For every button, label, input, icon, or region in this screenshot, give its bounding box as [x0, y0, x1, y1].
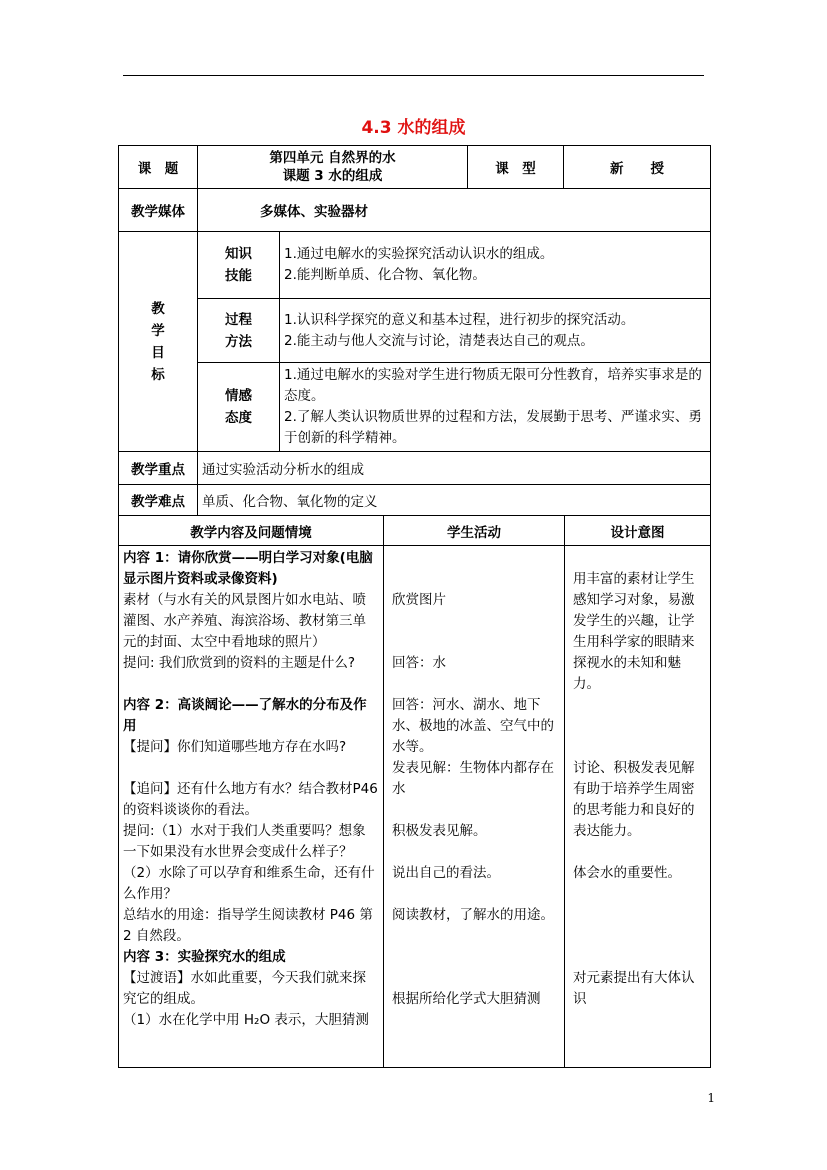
activity-line-1: 欣赏图片	[392, 592, 446, 608]
content-line-14: （1）水在化学中用 H₂O 表示，大胆猜测	[123, 1012, 369, 1028]
goal-attitude-item-1: 1.通过电解水的实验对学生进行物质无限可分性教育，培养实事求是的态度。	[284, 367, 702, 404]
content-line-3: 提问: 我们欣赏到的资料的主题是什么?	[123, 655, 356, 671]
media-label: 教学媒体	[119, 189, 198, 232]
goal-attitude-item-2: 2.了解人类认识物质世界的过程和方法，发展勤于思考、严谨求实、勇于创新的科学精神。	[284, 409, 702, 446]
goals-char-1: 教	[151, 300, 165, 317]
design-line-4: 对元素提出有大体认识	[573, 970, 695, 1007]
goal-knowledge-item-1: 1.通过电解水的实验探究活动认识水的组成。	[284, 246, 554, 262]
activity-line-3: 回答：河水、湖水、地下水、极地的冰盖、空气中的水等。	[392, 697, 554, 755]
content-line-6: 【提问】你们知道哪些地方存在水吗?	[123, 739, 347, 755]
goals-label	[119, 232, 198, 452]
goal-knowledge-label-2: 技能	[225, 268, 252, 284]
activity-line-5: 积极发表见解。	[392, 823, 487, 839]
design-line-1: 用丰富的素材让学生感知学习对象，易激发学生的兴趣，让学生用科学家的眼睛来探视水的未知和魅力。	[573, 571, 695, 692]
content-line-9: 提问:（1）水对于我们人类重要吗？想象一下如果没有水世界会变成什么样子？	[123, 823, 366, 860]
content-line-5: 内容 2：高谈阔论——了解水的分布及作用	[123, 697, 367, 734]
content-line-4	[123, 674, 379, 695]
lesson-info-table	[118, 145, 711, 516]
goals-char-4: 标	[151, 366, 165, 383]
lesson-name	[198, 146, 468, 189]
column-design: 设计意图	[565, 516, 711, 546]
column-content: 教学内容及问题情境	[119, 516, 384, 546]
difficulty-label: 教学难点	[119, 485, 198, 516]
content-line-11: 总结水的用途：指导学生阅读教材 P46 第 2 自然段。	[123, 907, 373, 944]
content-line-10: （2）水除了可以孕育和维系生命，还有什么作用？	[123, 865, 375, 902]
content-line-8: 【追问】还有什么地方有水？结合教材P46 的资料谈谈你的看法。	[123, 781, 378, 818]
type-label: 课 型	[468, 146, 564, 189]
goal-knowledge-label-1: 知识	[225, 246, 252, 262]
activity-line-4: 发表见解：生物体内都存在水	[392, 760, 554, 797]
content-line-12: 内容 3：实验探究水的组成	[123, 949, 286, 965]
page-title: 4.3 水的组成	[361, 118, 466, 138]
content-cell	[119, 546, 384, 1068]
goal-process-item-1: 1.认识科学探究的意义和基本过程，进行初步的探究活动。	[284, 311, 635, 328]
content-line-2: 素材（与水有关的风景图片如水电站、喷灌图、水产养殖、海滨浴场、教材第三单元的封面、太空中看地球的照片）	[123, 592, 366, 650]
goal-attitude-label-1: 情感	[225, 388, 252, 404]
activity-line-8: 根据所给化学式大胆猜测	[392, 991, 541, 1007]
design-line-3: 体会水的重要性。	[573, 865, 681, 881]
goal-knowledge-label	[198, 232, 280, 299]
activity-line-7: 阅读教材，了解水的用途。	[392, 907, 554, 923]
goal-process-items	[280, 299, 711, 363]
column-activity: 学生活动	[384, 516, 565, 546]
goal-attitude-label-2: 态度	[225, 410, 252, 426]
content-line-7	[123, 758, 379, 779]
teaching-process-table	[118, 515, 711, 1068]
page-number: 1	[707, 1091, 715, 1105]
media-value: 多媒体、实验器材	[198, 189, 711, 232]
goals-char-3: 目	[151, 344, 165, 361]
activity-line-2: 回答：水	[392, 655, 446, 671]
goal-process-label-2: 方法	[225, 333, 252, 350]
activity-cell	[384, 546, 565, 1068]
goal-attitude-items	[280, 363, 711, 452]
header-rule	[123, 75, 704, 76]
goal-process-label	[198, 299, 280, 363]
lesson-label: 课 题	[119, 146, 198, 189]
goal-process-label-1: 过程	[225, 311, 252, 328]
type-value: 新 授	[564, 146, 711, 189]
goal-knowledge-item-2: 2.能判断单质、化合物、氧化物。	[284, 267, 486, 283]
goal-process-item-2: 2.能主动与他人交流与讨论，清楚表达自己的观点。	[284, 332, 594, 349]
content-line-13: 【过渡语】水如此重要，今天我们就来探究它的组成。	[123, 970, 366, 1007]
difficulty-value: 单质、化合物、氧化物的定义	[198, 485, 711, 516]
goals-char-2: 学	[151, 322, 165, 339]
content-line-1: 内容 1：请你欣赏——明白学习对象(电脑显示图片资料或录像资料)	[123, 550, 373, 587]
design-line-2: 讨论、积极发表见解有助于培养学生周密的思考能力和良好的表达能力。	[573, 760, 695, 839]
lesson-line-2: 课题 3 水的组成	[282, 168, 383, 184]
design-cell	[565, 546, 711, 1068]
lesson-line-1: 第四单元 自然界的水	[269, 150, 396, 166]
key-point-value: 通过实验活动分析水的组成	[198, 452, 711, 485]
key-point-label: 教学重点	[119, 452, 198, 485]
goal-attitude-label	[198, 363, 280, 452]
goal-knowledge-items	[280, 232, 711, 299]
activity-line-6: 说出自己的看法。	[392, 865, 500, 881]
